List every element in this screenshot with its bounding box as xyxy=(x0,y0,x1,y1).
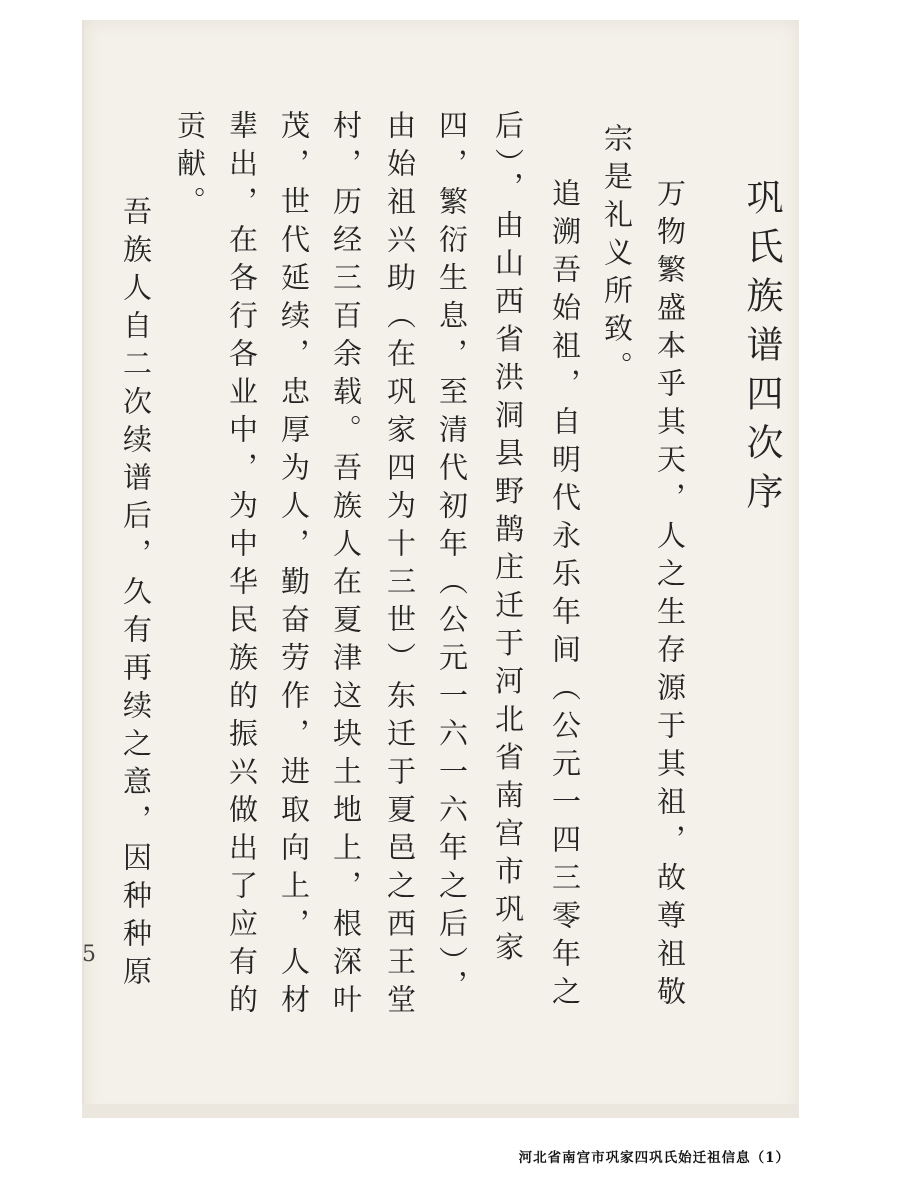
text-column-3: 追溯吾始祖，自明代永乐年间（公元一四三零年之 xyxy=(548,178,582,1014)
text-column-11: 吾族人自二次续谱后，久有再续之意，因种种原 xyxy=(119,196,153,994)
text-column-5: 四，繁衍生息，至清代初年（公元一六一六年之后）， xyxy=(435,110,469,1008)
text-column-1: 万物繁盛本乎其天，人之生存源于其祖，故尊祖敬 xyxy=(653,178,687,1014)
document-title: 巩氏族谱四次序 xyxy=(740,178,783,521)
text-column-4: 后），由山西省洪洞县野鹊庄迁于河北省南宫市巩家 xyxy=(491,110,525,970)
text-column-9: 辈出，在各行各业中，为中华民族的振兴做出了应有的 xyxy=(225,110,259,1022)
page-number: 5 xyxy=(82,942,96,967)
text-column-10: 贡献。 xyxy=(173,110,207,224)
text-column-2: 宗是礼义所致。 xyxy=(600,123,634,389)
scan-bottom-edge xyxy=(82,1104,797,1118)
text-column-6: 由始祖兴助（在巩家四为十三世）东迁于夏邑之西王堂 xyxy=(383,110,417,1022)
page-caption: 河北省南宫市巩家四巩氏始迁祖信息（1） xyxy=(518,1150,790,1166)
text-column-7: 村，历经三百余载。吾族人在夏津这块土地上，根深叶 xyxy=(329,110,363,1022)
text-column-8: 茂，世代延续，忠厚为人，勤奋劳作，进取向上，人材 xyxy=(277,110,311,1022)
